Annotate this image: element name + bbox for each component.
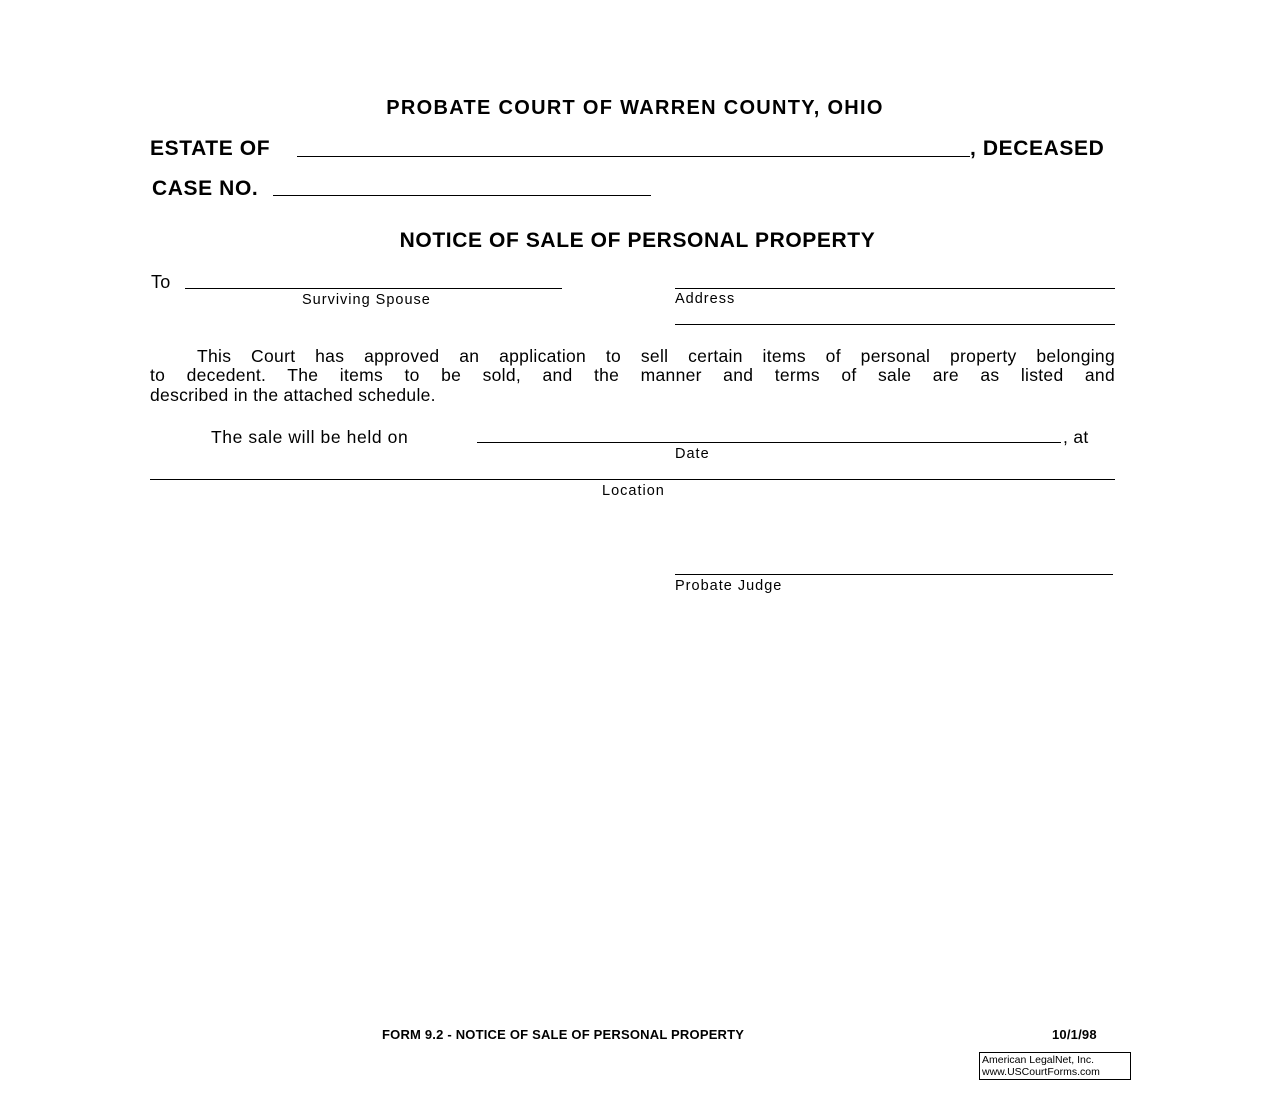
body-line-2: to decedent. The items to be sold, and the manner and terms of sale are as listed and xyxy=(150,365,1115,385)
deceased-label: , DECEASED xyxy=(970,137,1105,160)
to-label: To xyxy=(151,272,171,292)
address-caption: Address xyxy=(675,291,736,307)
publisher-name: American LegalNet, Inc. xyxy=(982,1054,1095,1066)
surviving-spouse-caption: Surviving Spouse xyxy=(302,292,431,308)
sale-prefix: The sale will be held on xyxy=(211,427,409,447)
address-field-1[interactable] xyxy=(675,288,1115,289)
body-line-1: This Court has approved an application to sell certain items of personal property belonging xyxy=(197,346,1115,366)
date-caption: Date xyxy=(675,446,710,462)
court-heading: PROBATE COURT OF WARREN COUNTY, OHIO xyxy=(386,97,884,119)
footer-date: 10/1/98 xyxy=(1052,1027,1097,1042)
publisher-url: www.USCourtForms.com xyxy=(982,1066,1100,1078)
case-no-label: CASE NO. xyxy=(152,177,259,200)
sale-location-field[interactable] xyxy=(150,479,1115,480)
estate-name-field[interactable] xyxy=(297,156,970,157)
location-caption: Location xyxy=(602,483,665,499)
publisher-stamp xyxy=(979,1052,1131,1080)
address-field-2[interactable] xyxy=(675,324,1115,325)
probate-judge-caption: Probate Judge xyxy=(675,578,783,594)
estate-of-label: ESTATE OF xyxy=(150,137,271,160)
surviving-spouse-field[interactable] xyxy=(185,288,562,289)
case-no-field[interactable] xyxy=(273,195,651,196)
form-title: NOTICE OF SALE OF PERSONAL PROPERTY xyxy=(399,229,876,252)
footer-form-name: FORM 9.2 - NOTICE OF SALE OF PERSONAL PROPERTY xyxy=(382,1027,745,1042)
sale-at-suffix: , at xyxy=(1063,427,1089,447)
sale-date-field[interactable] xyxy=(477,442,1061,443)
body-line-3: described in the attached schedule. xyxy=(150,385,436,405)
probate-judge-signature-field[interactable] xyxy=(675,574,1113,575)
